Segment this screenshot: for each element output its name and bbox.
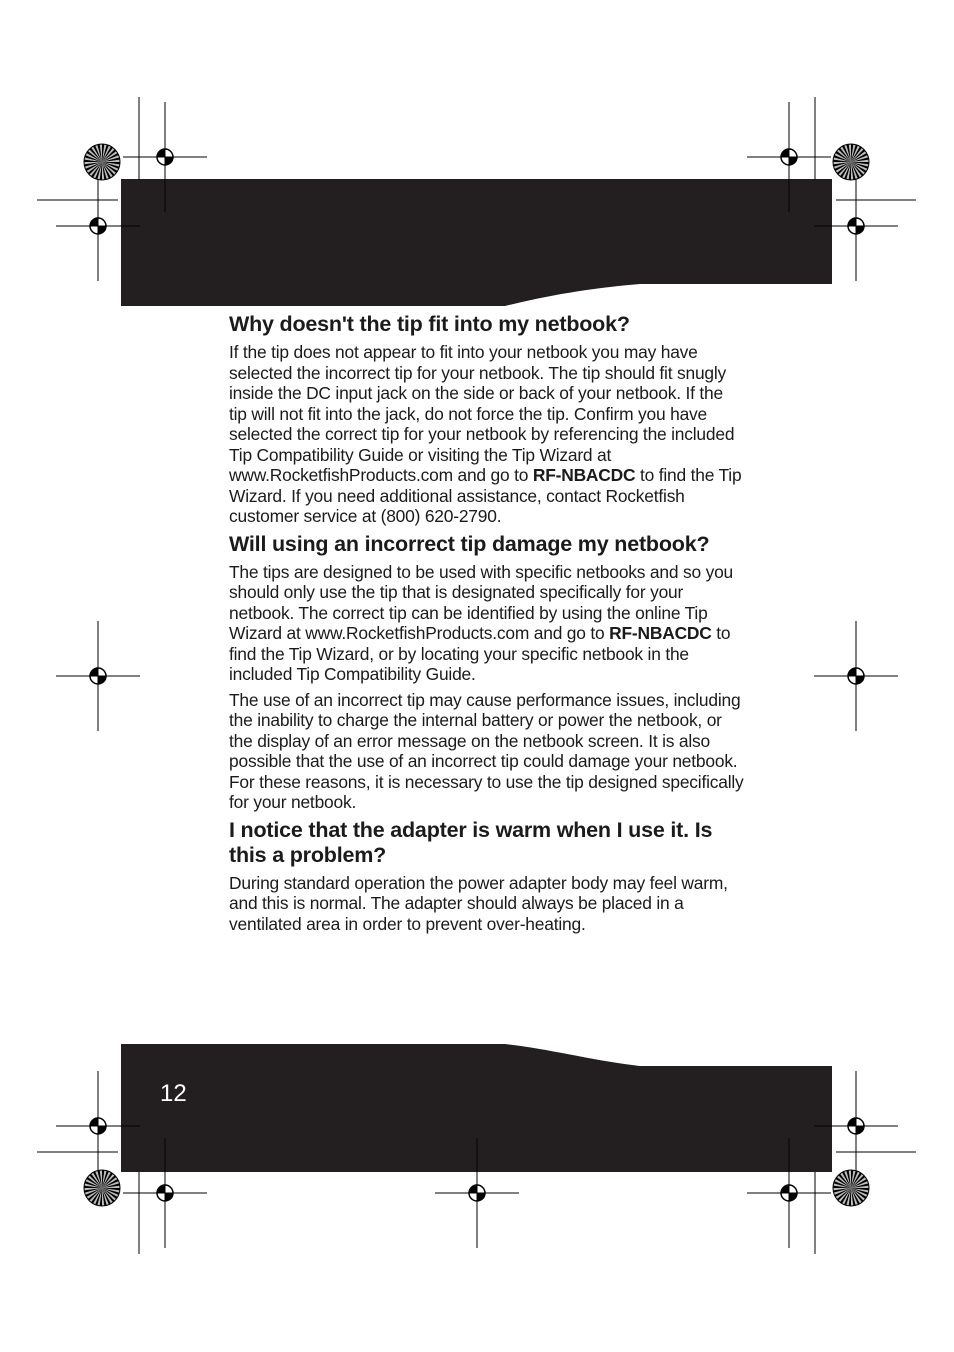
faq-answer: The use of an incorrect tip may cause performance issues, including the inability to charge the internal battery or power the netbook, or the display of an error message on the netbook screen. It is also possible that the use of an incorrect tip could damage your netbook. For these reasons, it is necessary to use the tip designed specifically for your netbook. [229,689,744,812]
faq-answer: The tips are designed to be used with specific netbooks and so you should only use the tip that is designated specifically for your netbook. The correct tip can be identified by using the online Tip Wizard at www.RocketfishProducts.com and go to RF-NBACDC to find the Tip Wizard, or by locating your specific netbook in the included Tip Compatibility Guide. [229,561,734,684]
faq-incorrect-tip [229,532,745,813]
faq-heading: I notice that the adapter is warm when I use it. Is this a problem? [229,817,713,867]
model-number: RF-NBACDC [609,623,712,643]
color-target-mark [84,1170,120,1206]
registration-mark [56,621,140,731]
faq-adapter-warm [229,818,745,935]
header-band [121,179,832,306]
main-content [229,312,745,939]
page-number: 12 [160,1080,187,1107]
faq-heading: Why doesn't the tip fit into my netbook? [229,312,630,336]
color-target-mark [833,1170,869,1206]
model-number: RF-NBACDC [532,465,636,485]
faq-heading: Will using an incorrect tip damage my netbook? [229,531,710,556]
faq-tip-fit [229,312,745,527]
faq-answer: If the tip does not appear to fit into your netbook you may have selected the incorrect tip for your netbook. The tip should fit snugly inside the DC input jack on the side or back of your netbook. If the tip will not fit into the jack, do not force the tip. Confirm you have selected the correct tip for your netbook by referencing the included Tip Compatibility Guide or visiting the Tip Wizard at www.RocketfishProducts.com and go to RF-NBACDC to find the Tip Wizard. If you need additional assistance, contact Rocketfish customer service at (800) 620-2790. [229,342,742,526]
faq-answer: During standard operation the power adapter body may feel warm, and this is normal. The adapter should always be placed in a ventilated area in order to prevent over-heating. [229,872,728,934]
registration-mark [814,621,898,731]
color-target-mark [833,144,869,180]
color-target-mark [84,144,120,180]
